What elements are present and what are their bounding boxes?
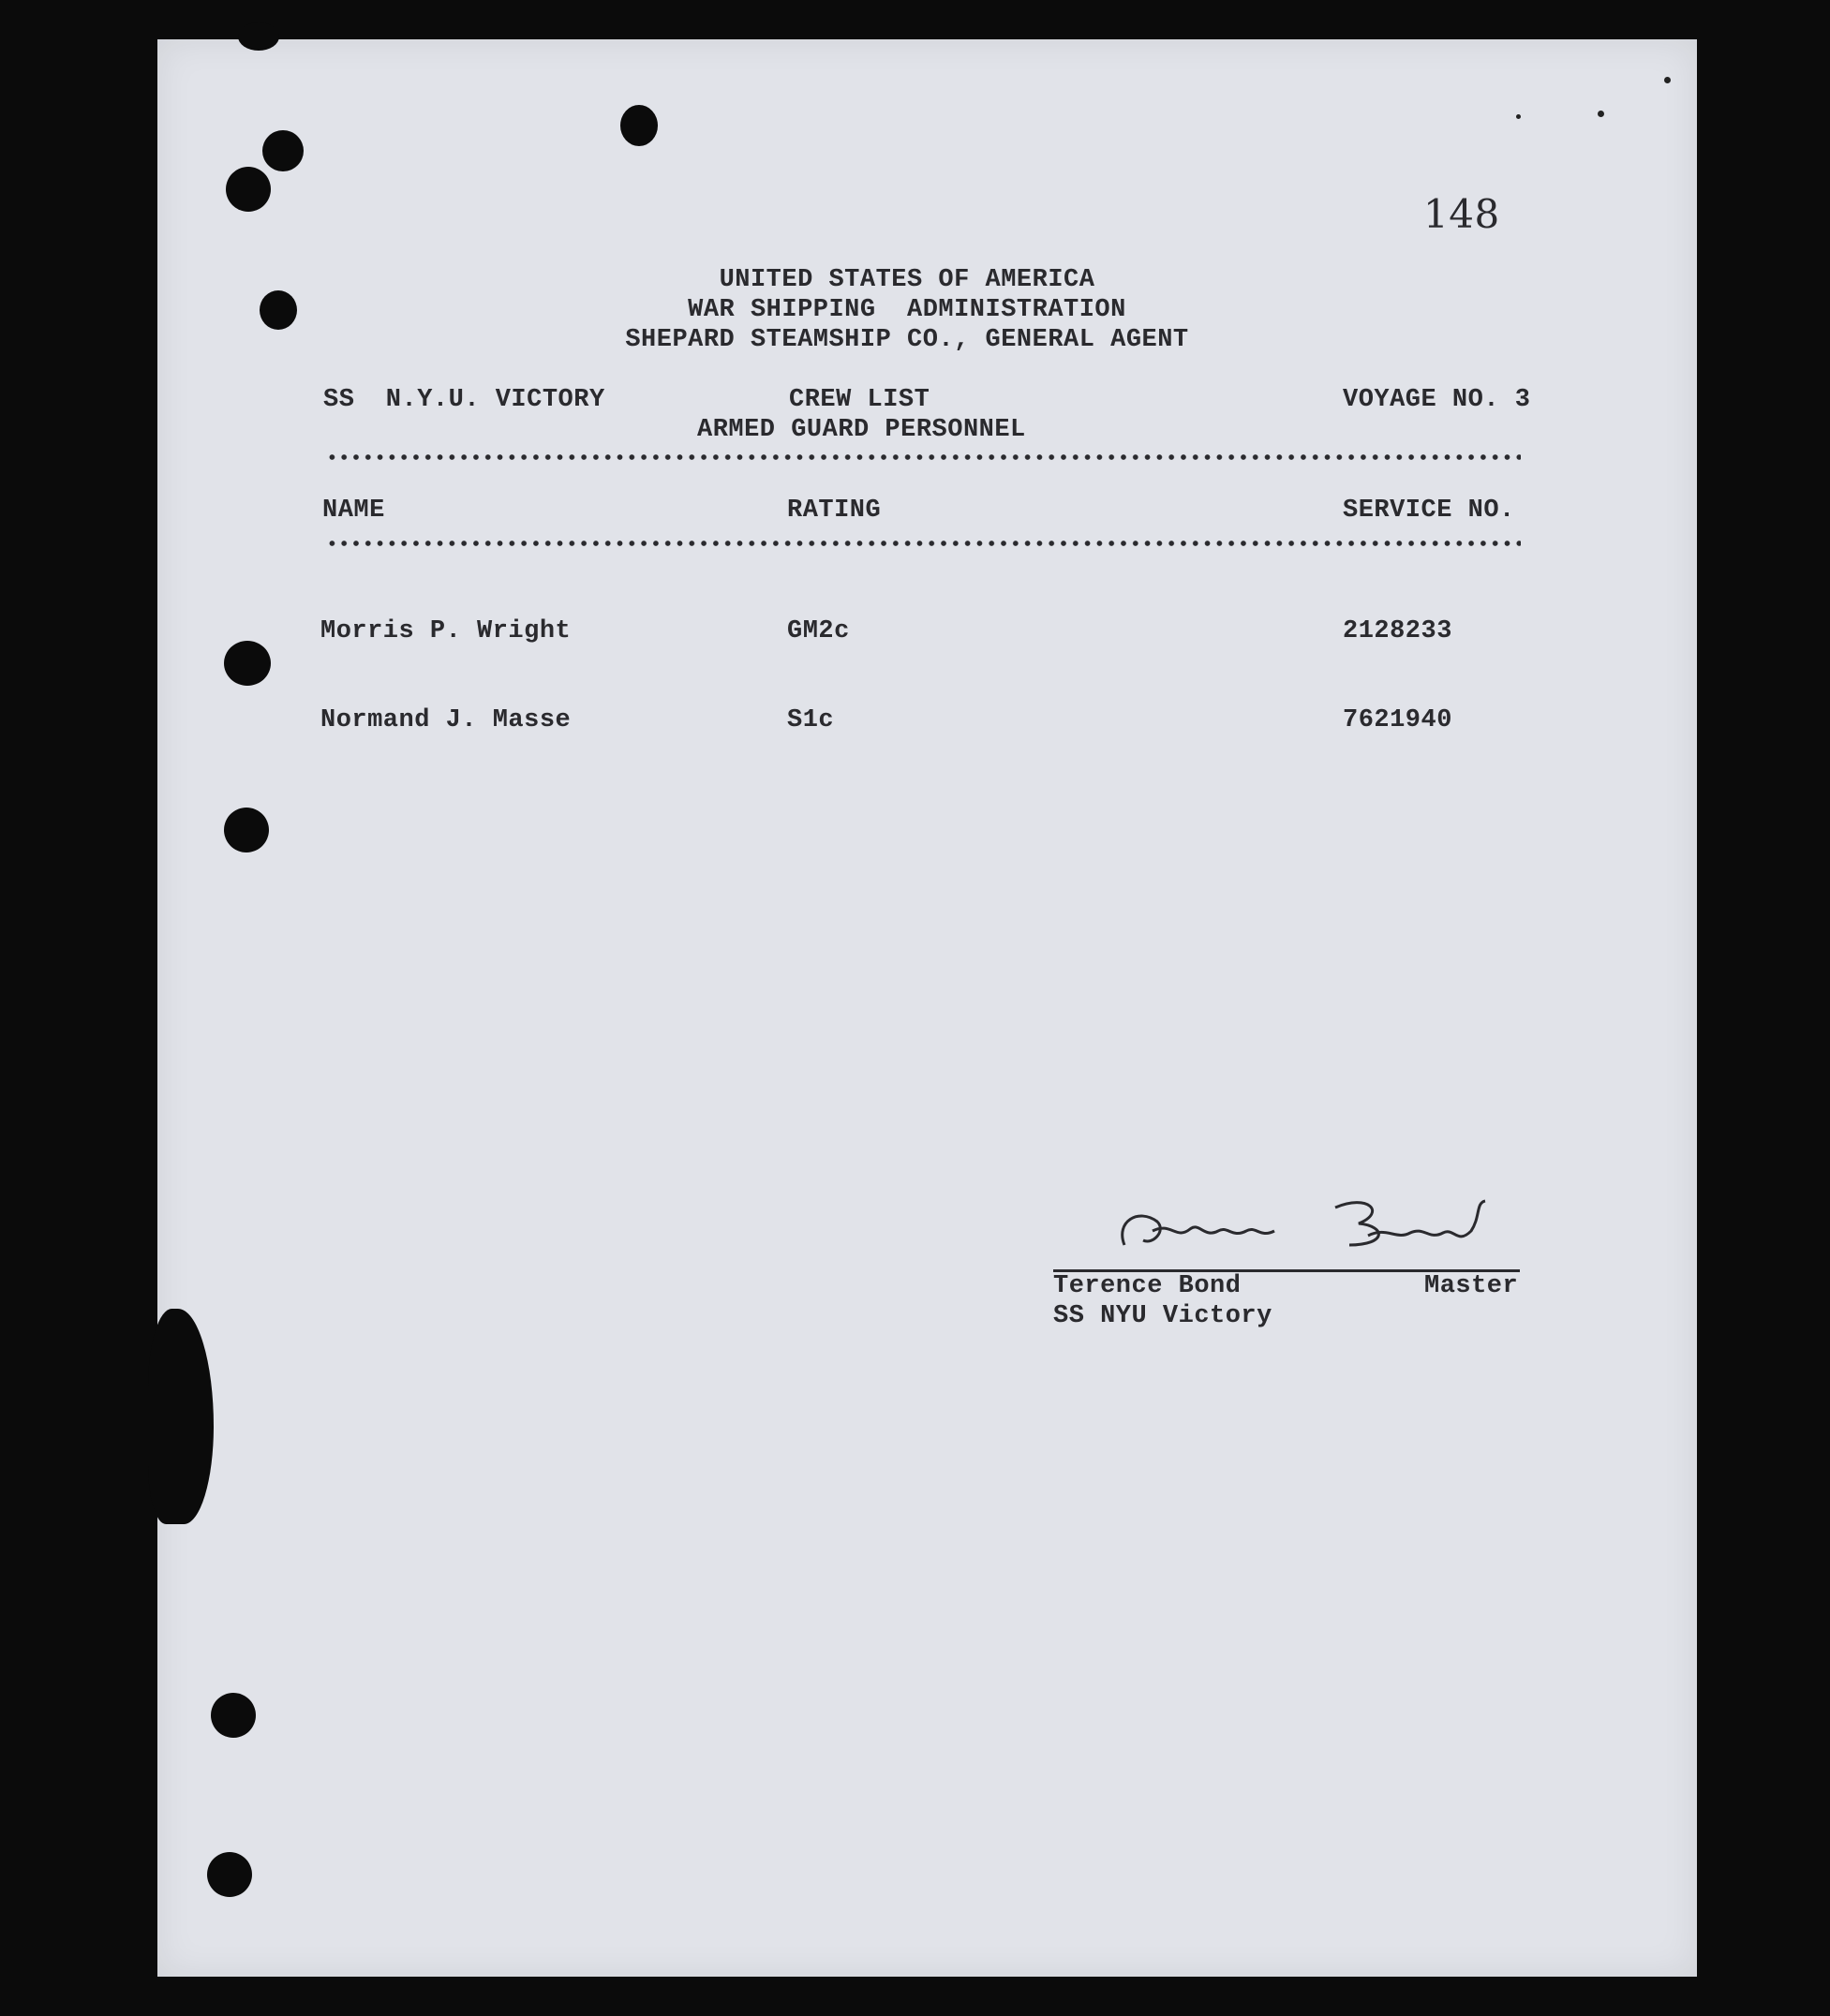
table-row-name: Normand J. Masse xyxy=(320,706,572,734)
table-row-name: Morris P. Wright xyxy=(320,617,572,645)
speck xyxy=(1598,111,1604,117)
dotted-divider xyxy=(326,453,1521,461)
punch-hole xyxy=(211,1693,256,1738)
speck xyxy=(1664,77,1671,83)
ship-name: SS N.Y.U. VICTORY xyxy=(323,386,605,414)
handwritten-signature xyxy=(1087,1193,1537,1259)
list-title: CREW LIST xyxy=(789,386,930,414)
document-page xyxy=(157,39,1697,1977)
punch-hole xyxy=(262,130,304,171)
table-row-service-no: 7621940 xyxy=(1343,706,1452,734)
signatory-title: Master xyxy=(1424,1272,1519,1300)
header-line-1: UNITED STATES OF AMERICA xyxy=(719,266,1095,294)
column-header-rating: RATING xyxy=(787,497,882,525)
torn-edge xyxy=(148,1309,214,1524)
punch-hole xyxy=(260,290,297,330)
torn-edge xyxy=(238,22,279,51)
table-row-rating: S1c xyxy=(787,706,835,734)
table-row-service-no: 2128233 xyxy=(1343,617,1452,645)
dotted-divider xyxy=(326,540,1521,547)
punch-hole xyxy=(224,808,269,852)
punch-hole xyxy=(207,1852,252,1897)
voyage-number: VOYAGE NO. 3 xyxy=(1343,386,1531,414)
signatory-name: Terence Bond xyxy=(1053,1272,1242,1300)
signature-scribble xyxy=(1087,1193,1537,1259)
column-header-service-no: SERVICE NO. xyxy=(1343,497,1515,525)
page-number: 148 xyxy=(1423,191,1500,237)
signatory-vessel: SS NYU Victory xyxy=(1053,1302,1272,1330)
table-row-rating: GM2c xyxy=(787,617,850,645)
punch-hole xyxy=(620,105,658,146)
punch-hole xyxy=(226,167,271,212)
header-line-3: SHEPARD STEAMSHIP CO., GENERAL AGENT xyxy=(625,326,1189,354)
punch-hole xyxy=(224,641,271,686)
speck xyxy=(1516,114,1521,119)
column-header-name: NAME xyxy=(322,497,385,525)
header-line-2: WAR SHIPPING ADMINISTRATION xyxy=(688,296,1126,324)
list-subtitle: ARMED GUARD PERSONNEL xyxy=(697,416,1026,444)
